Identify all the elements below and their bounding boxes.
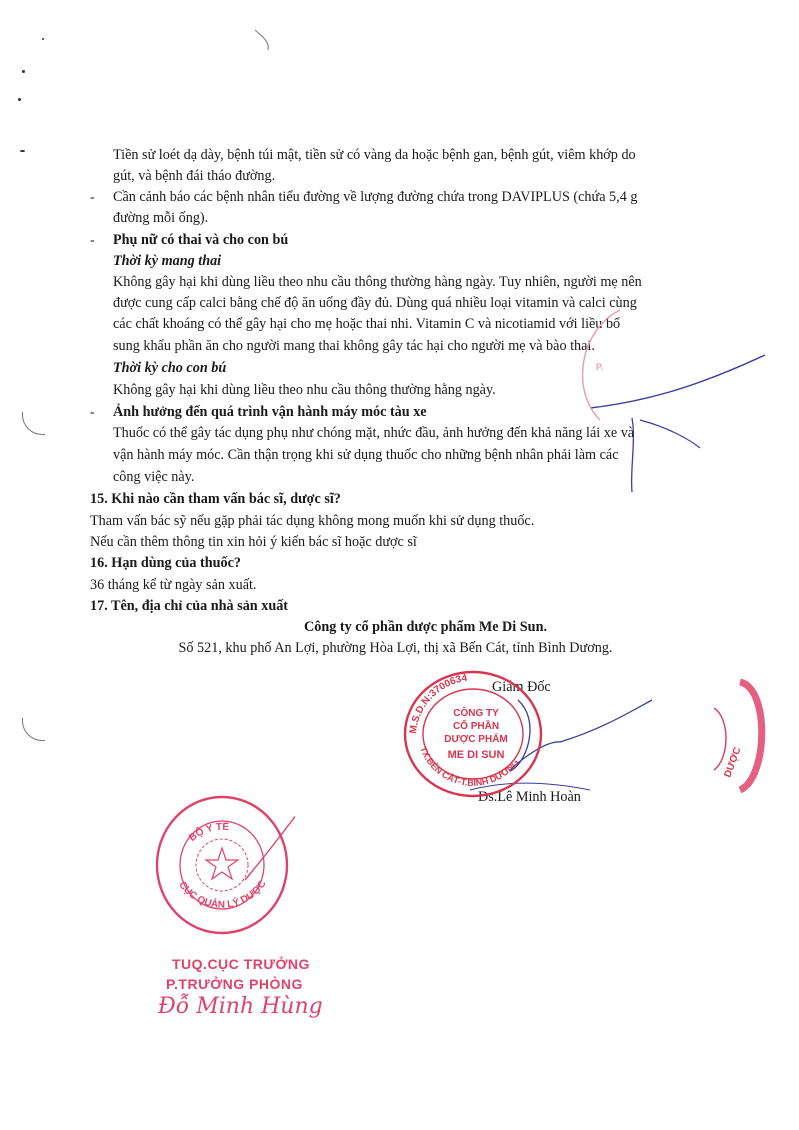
section-subheading: Thời kỳ cho con bú <box>113 360 227 376</box>
text-line: sung khẩu phần ăn cho người mang thai không gây tác hại cho người mẹ và bào thai. <box>113 338 595 354</box>
director-title: Giám Đốc <box>492 679 551 695</box>
ministry-stamp-bottom: CỤC QUẢN LÝ DƯỢC <box>176 878 269 911</box>
text-line: được cung cấp calci bằng chế độ ăn uống đầy đủ. Dùng quá nhiều loại vitamin và calci cùng <box>113 295 637 311</box>
company-stamp <box>398 662 548 802</box>
stamp-ring-bottom: TX.BẾN CÁT-T.BÌNH DƯƠNG <box>418 745 521 789</box>
text-line: Tham vấn bác sỹ nếu gặp phải tác dụng không mong muốn khi sử dụng thuốc. <box>90 513 535 529</box>
stamp-line: CÔNG TY <box>453 708 499 719</box>
section-subheading: Phụ nữ có thai và cho con bú <box>113 232 289 248</box>
text-line: Thuốc có thể gây tác dụng phụ như chóng mặt, nhức đầu, ảnh hưởng đến khả năng lái xe và <box>113 425 635 441</box>
ministry-stamp <box>150 790 295 940</box>
stamp-line: ME DI SUN <box>447 749 505 761</box>
bullet-dash: - <box>90 405 95 420</box>
text-line: đường mỗi ống). <box>113 210 209 226</box>
star-emblem-icon <box>206 848 238 879</box>
text-line: 36 tháng kể từ ngày sản xuất. <box>90 577 257 593</box>
bullet-dash: - <box>90 190 95 205</box>
text-line: Không gây hại khi dùng liều theo nhu cầu thông thường hằng ngày. <box>113 382 496 398</box>
manufacturer-address: Số 521, khu phố An Lợi, phường Hòa Lợi, thị xã Bến Cát, tỉnh Bình Dương. <box>178 640 613 656</box>
edge-seal-text: DƯỢC <box>722 745 744 780</box>
section-subheading: Ảnh hưởng đến quá trình vận hành máy móc tàu xe <box>113 404 427 420</box>
stamp-line: CỔ PHẦN <box>452 721 500 732</box>
text-line: vận hành máy móc. Cần thận trọng khi sử dụng thuốc cho những bệnh nhân phải làm các <box>113 447 619 463</box>
section-heading: 15. Khi nào cần tham vấn bác sĩ, dược sĩ? <box>90 491 341 507</box>
text-line: Cần cảnh báo các bệnh nhân tiểu đường về lượng đường chứa trong DAVIPLUS (chứa 5,4 g <box>113 189 638 205</box>
stamp-line: DƯỢC PHẨM <box>444 734 508 745</box>
section-subheading: Thời kỳ mang thai <box>113 253 222 269</box>
approval-line: P.TRƯỞNG PHÒNG <box>166 976 303 992</box>
section-heading: 17. Tên, địa chỉ của nhà sản xuất <box>90 598 289 614</box>
stamp-ring-text: M.S.D.N:3700634 <box>407 672 468 735</box>
text-line: Nếu cần thêm thông tin xin hỏi ý kiến bác sĩ hoặc dược sĩ <box>90 534 417 550</box>
director-name: Ds.Lê Minh Hoàn <box>478 789 581 805</box>
manufacturer-name: Công ty cổ phần dược phẩm Me Di Sun. <box>303 619 548 635</box>
section-heading: 16. Hạn dùng của thuốc? <box>90 555 241 571</box>
text-line: gút, và bệnh đái tháo đường. <box>113 168 276 184</box>
edge-seal <box>700 678 799 798</box>
svg-text:P.: P. <box>596 362 604 372</box>
text-line: Không gây hại khi dùng liều theo nhu cầu thông thường hàng ngày. Tuy nhiên, người mẹ nên <box>113 274 642 290</box>
bullet-dash: - <box>90 233 95 248</box>
partial-seal-right <box>560 300 630 430</box>
text-line: công việc này. <box>113 469 195 485</box>
svg-text:CỤC QUẢN LÝ DƯỢC <box>176 879 268 911</box>
ministry-stamp-top: BỘ Y TẾ <box>187 821 230 844</box>
approval-signature: Đỗ Minh Hùng <box>158 994 323 1019</box>
text-line: Tiền sử loét dạ dày, bệnh túi mật, tiền sử có vàng da hoặc bệnh gan, bệnh gút, viêm khớp do <box>113 147 636 163</box>
approval-line: TUQ.CỤC TRƯỞNG <box>172 956 310 972</box>
text-line: các chất khoáng có thể gây hại cho mẹ hoặc thai nhi. Vitamin C và nicotiamid với liều bổ <box>113 316 621 332</box>
